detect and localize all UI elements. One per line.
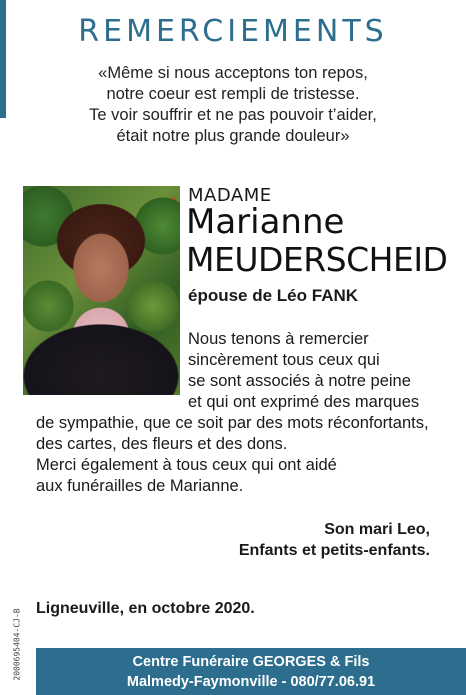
- message-line: de sympathie, que ce soit par des mots réconfortants,: [36, 414, 429, 432]
- page-title: REMERCIEMENTS: [78, 14, 388, 49]
- funeral-home-footer: [36, 648, 466, 695]
- message-line: sincèrement tous ceux qui: [188, 351, 380, 369]
- portrait-photo: [23, 186, 180, 395]
- honorific: MADAME: [188, 185, 272, 206]
- footer-contact: Malmedy-Faymonville - 080/77.06.91: [126, 673, 376, 690]
- footer-name: Centre Funéraire GEORGES & Fils: [132, 653, 370, 670]
- signature-block: [239, 519, 430, 561]
- place-date: Ligneuville, en octobre 2020.: [36, 600, 255, 617]
- first-name: Marianne: [186, 202, 345, 242]
- message-line: Nous tenons à remercier: [188, 330, 369, 348]
- signature-line: Son mari Leo,: [324, 521, 430, 538]
- quote-line: «Même si nous acceptons ton repos,: [98, 64, 368, 82]
- message-line: des cartes, des fleurs et des dons.: [36, 435, 288, 453]
- quote-line: notre coeur est rempli de tristesse.: [106, 85, 360, 103]
- quote-line: était notre plus grande douleur»: [116, 127, 350, 145]
- message-line: se sont associés à notre peine: [188, 372, 411, 390]
- reference-code: 2000695404-CJ-B: [12, 608, 22, 681]
- signature-line: Enfants et petits-enfants.: [238, 542, 430, 559]
- message-line: Merci également à tous ceux qui ont aidé: [36, 456, 337, 474]
- spouse-line: épouse de Léo FANK: [188, 286, 359, 305]
- quote-block: [20, 63, 446, 147]
- quote-line: Te voir souffrir et ne pas pouvoir t’aider,: [89, 106, 377, 124]
- message-line: et qui ont exprimé des marques: [188, 393, 420, 411]
- last-name: MEUDERSCHEID: [186, 240, 448, 279]
- message-line: aux funérailles de Marianne.: [36, 477, 244, 495]
